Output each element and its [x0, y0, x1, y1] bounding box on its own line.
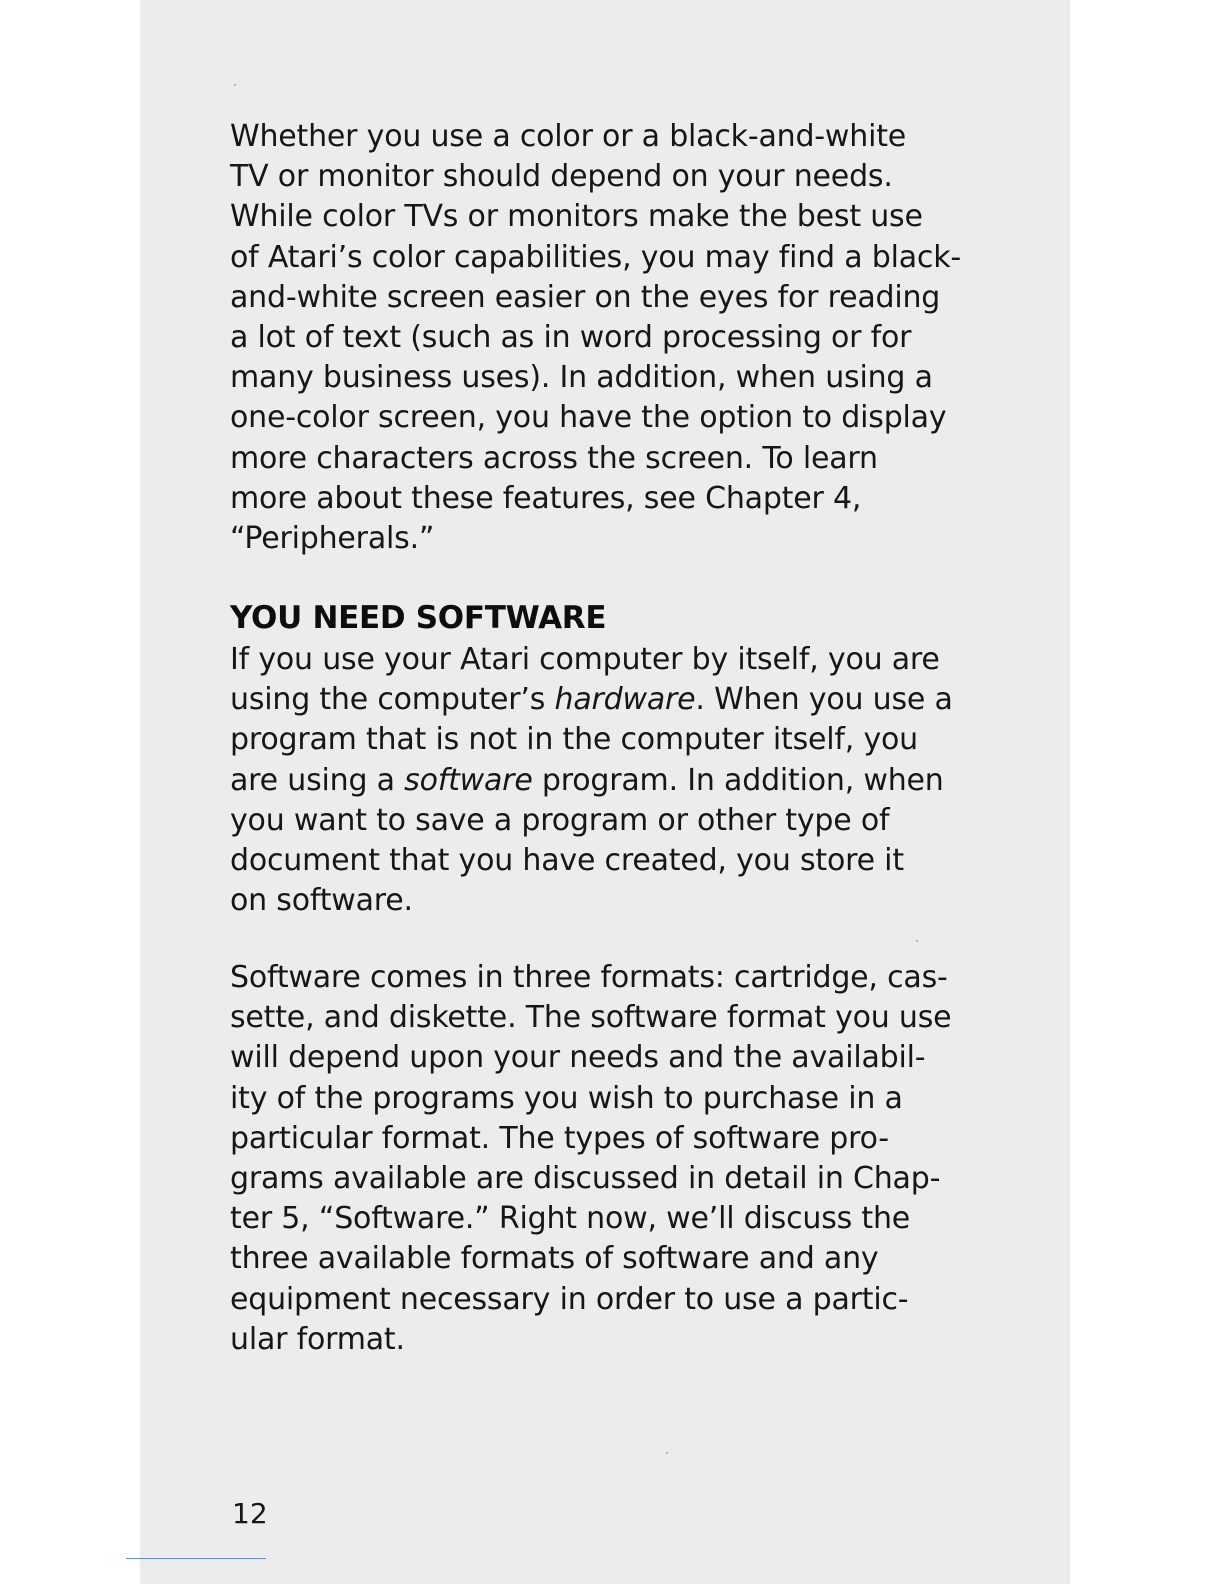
- text-line: on software.: [230, 883, 413, 919]
- text-line: ter 5, “Software.” Right now, we’ll discuss the: [230, 1201, 911, 1237]
- text-segment: using the computer’s: [230, 682, 555, 718]
- text-line: TV or monitor should depend on your needs.: [230, 159, 893, 195]
- text-line: grams available are discussed in detail in Chap-: [230, 1161, 941, 1197]
- text-segment: are using a: [230, 762, 405, 798]
- section-heading: YOU NEED SOFTWARE: [230, 600, 607, 636]
- scan-speck: [916, 940, 918, 942]
- text-line: [230, 680, 990, 720]
- text-line: “Peripherals.”: [230, 521, 435, 557]
- text-line: three available formats of software and any: [230, 1241, 879, 1277]
- bottom-rule: [126, 1558, 266, 1559]
- software-paragraph: [230, 640, 990, 921]
- text-line: of Atari’s color capabilities, you may find a black-: [230, 239, 962, 275]
- text-line: program that is not in the computer itself, you: [230, 722, 918, 758]
- text-line: sette, and diskette. The software format you use: [230, 1000, 952, 1036]
- text-segment: . When you use a: [695, 682, 953, 718]
- text-line: one-color screen, you have the option to display: [230, 400, 947, 436]
- text-line: Software comes in three formats: cartridge, cas-: [230, 960, 948, 995]
- text-line: more about these features, see Chapter 4,: [230, 480, 862, 516]
- text-line: many business uses). In addition, when using a: [230, 360, 933, 396]
- text-line: [230, 761, 990, 801]
- text-line: Whether you use a color or a black-and-white: [230, 119, 907, 154]
- text-line: and-white screen easier on the eyes for reading: [230, 279, 941, 315]
- intro-paragraph: [230, 117, 990, 559]
- text-line: ular format.: [230, 1321, 405, 1357]
- text-line: you want to save a program or other type of: [230, 802, 890, 838]
- text-line: particular format. The types of software pro-: [230, 1120, 889, 1156]
- text-line: document that you have created, you store it: [230, 843, 904, 879]
- text-line: While color TVs or monitors make the best use: [230, 199, 923, 235]
- scan-speck: [666, 1452, 668, 1454]
- text-line: more characters across the screen. To learn: [230, 440, 878, 476]
- italic-term-software: software: [404, 762, 533, 798]
- text-line: will depend upon your needs and the availabil-: [230, 1040, 926, 1076]
- formats-paragraph: [230, 958, 990, 1360]
- text-line: a lot of text (such as in word processing or for: [230, 320, 912, 356]
- text-segment: program. In addition, when: [532, 762, 944, 798]
- text-line: equipment necessary in order to use a partic-: [230, 1281, 909, 1317]
- page-number: 12: [232, 1497, 268, 1530]
- scan-speck: [234, 84, 236, 86]
- text-line: If you use your Atari computer by itself, you are: [230, 642, 940, 677]
- text-line: ity of the programs you wish to purchase in a: [230, 1080, 903, 1116]
- italic-term-hardware: hardware: [554, 682, 696, 718]
